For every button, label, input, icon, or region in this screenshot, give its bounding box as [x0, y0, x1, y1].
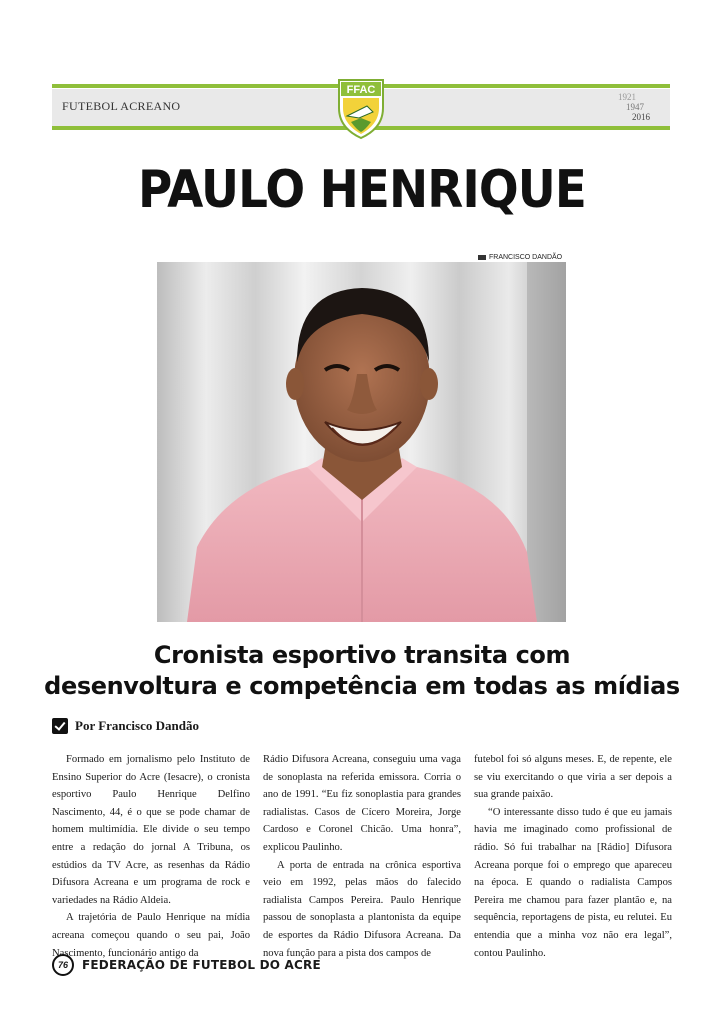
paragraph: futebol foi só alguns meses. E, de repente, ele se viu exercitando o que viria a ser depois a sua grande paixão. [474, 754, 672, 801]
paragraph: “O interessante disso tudo é que eu jamais havia me imaginado como profissional de rádio. Só fui trabalhar na [Rádio] Difusora Acreana porque foi o emprego que apareceu na época. E quando o radialista Campos Pereira me chamou para fazer plantão e, na sequência, reportagens de pista, eu relutei. Eu entendia que a minha voz não era legal”, contou Paulinho. [474, 806, 672, 959]
years-stack [616, 92, 664, 124]
year-middle: 1947 [626, 102, 644, 112]
paragraph: Formado em jornalismo pelo Instituto de Ensino Superior do Acre (Iesacre), o cronista esportivo Paulo Henrique Delfino Nascimento, 44, é o que se pode chamar de homem multimídia. Ele divide o seu tempo entre a redação do jornal A Tribuna, os estúdios da TV Acre, as resenhas da Rádio Difusora Acreana e um programa de rock e variedades na Rádio Aldeia. [52, 754, 250, 906]
camera-icon [478, 255, 486, 260]
ffac-logo [337, 78, 385, 140]
footer-text: FEDERAÇÃO DE FUTEBOL DO ACRE [82, 958, 321, 972]
article-column-1 [52, 751, 250, 962]
page-title: PAULO HENRIQUE [138, 160, 586, 220]
byline [52, 718, 199, 734]
photo-credit [478, 254, 562, 261]
subtitle-line-2: desenvoltura e competência em todas as mídias [44, 672, 680, 700]
year-founded: 1921 [618, 92, 636, 102]
subtitle-line-1: Cronista esportivo transita com [153, 641, 571, 669]
page-number: 76 [52, 954, 74, 976]
paragraph: A porta de entrada na crônica esportiva veio em 1992, pelas mãos do falecido radialista Campos Pereira. Paulo Henrique passou de sonoplasta a plantonista da equipe de esportes da Rádio Difusora Acreana. Da nova função para a pista dos campos de [263, 859, 461, 959]
check-icon [52, 718, 68, 734]
paragraph: Rádio Difusora Acreana, conseguiu uma vaga de sonoplasta na referida emissora. Corria o ano de 1991. “Eu fiz sonoplastia para grandes radialistas. Casos de Cícero Moreira, Jorge Cardoso e Coronel Chicão. Uma honra”, explicou Paulinho. [263, 754, 461, 853]
article-column-3 [474, 751, 672, 962]
paragraph: A trajetória de Paulo Henrique na mídia acreana começou quando o seu pai, João Nascimento, funcionário antigo da [52, 912, 250, 959]
article-column-2 [263, 751, 461, 962]
photo-credit-text: FRANCISCO DANDÃO [489, 254, 563, 261]
portrait-illustration [157, 262, 566, 622]
portrait-photo [157, 262, 566, 622]
logo-text: FFAC [346, 84, 376, 96]
section-label: FUTEBOL ACREANO [62, 99, 181, 113]
year-current: 2016 [632, 112, 650, 122]
byline-text: Por Francisco Dandão [75, 718, 199, 733]
article-subtitle [30, 640, 694, 702]
page-footer [52, 954, 321, 976]
